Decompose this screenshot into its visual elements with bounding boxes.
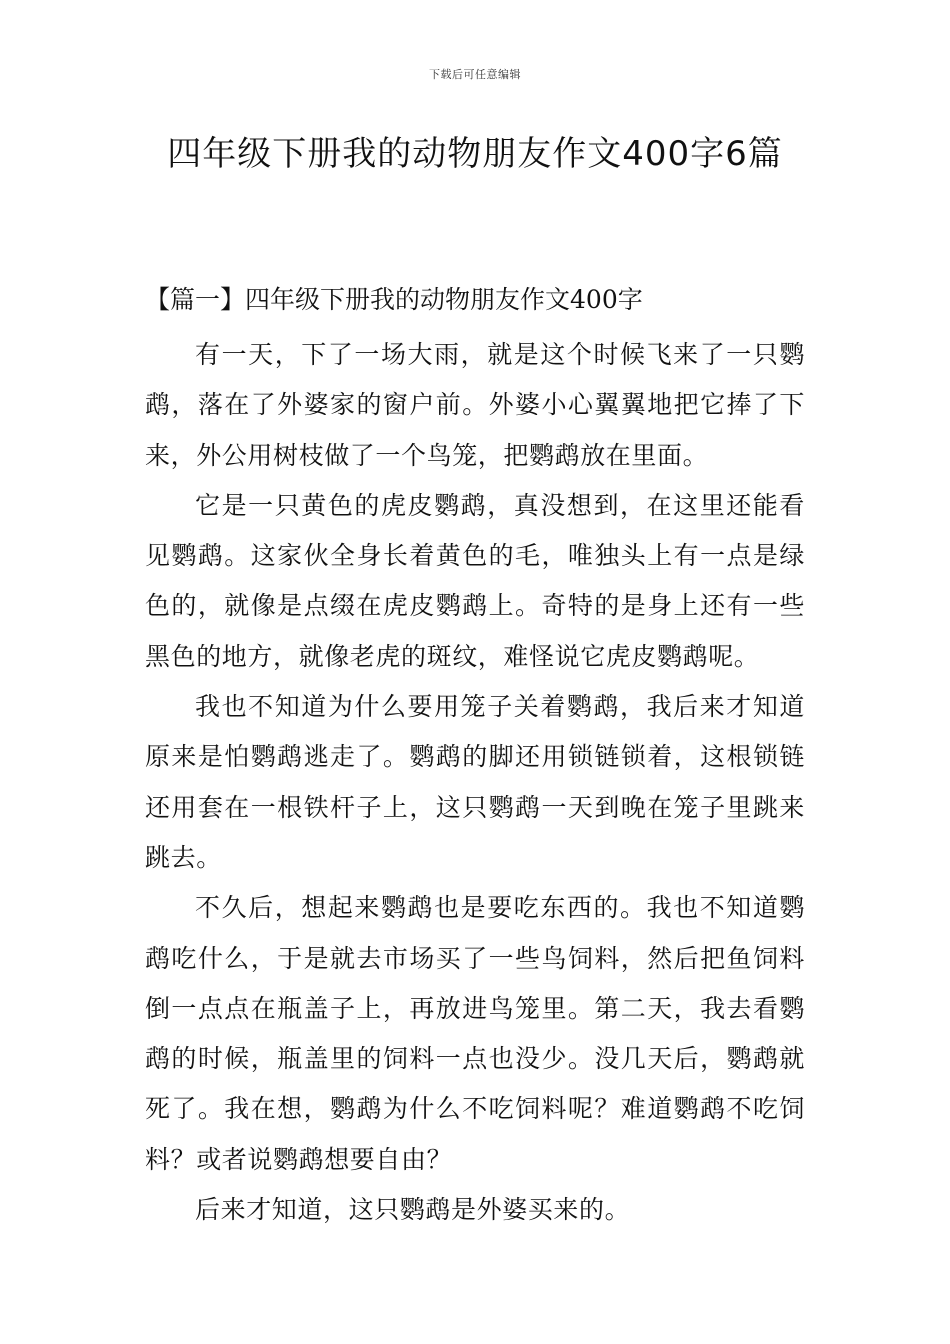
article-body bbox=[145, 280, 805, 1235]
document-title: 四年级下册我的动物朋友作文400字6篇 bbox=[167, 134, 783, 174]
paragraph: 它是一只黄色的虎皮鹦鹉，真没想到，在这里还能看见鹦鹉。这家伙全身长着黄色的毛，唯独头上有一点是绿色的，就像是点缀在虎皮鹦鹉上。奇特的是身上还有一些黑色的地方，就像老虎的斑纹，难怪说它虎皮鹦鹉呢。 bbox=[145, 490, 805, 671]
paragraph: 后来才知道，这只鹦鹉是外婆买来的。 bbox=[195, 1195, 631, 1225]
paragraph: 不久后，想起来鹦鹉也是要吃东西的。我也不知道鹦鹉吃什么，于是就去市场买了一些鸟饲料，然后把鱼饲料倒一点点在瓶盖子上，再放进鸟笼里。第二天，我去看鹦鹉的时候，瓶盖里的饲料一点也没少。没几天后，鹦鹉就死了。我在想，鹦鹉为什么不吃饲料呢？难道鹦鹉不吃饲料？或者说鹦鹉想要自由？ bbox=[145, 893, 805, 1174]
paragraph: 我也不知道为什么要用笼子关着鹦鹉，我后来才知道原来是怕鹦鹉逃走了。鹦鹉的脚还用锁链锁着，这根锁链还用套在一根铁杆子上，这只鹦鹉一天到晚在笼子里跳来跳去。 bbox=[145, 692, 805, 872]
header-note: 下载后可任意编辑 bbox=[429, 68, 521, 81]
paragraph: 有一天，下了一场大雨，就是这个时候飞来了一只鹦鹉，落在了外婆家的窗户前。外婆小心翼翼地把它捧了下来，外公用树枝做了一个鸟笼，把鹦鹉放在里面。 bbox=[145, 340, 805, 470]
section-heading: 【篇一】四年级下册我的动物朋友作文400字 bbox=[145, 285, 643, 314]
